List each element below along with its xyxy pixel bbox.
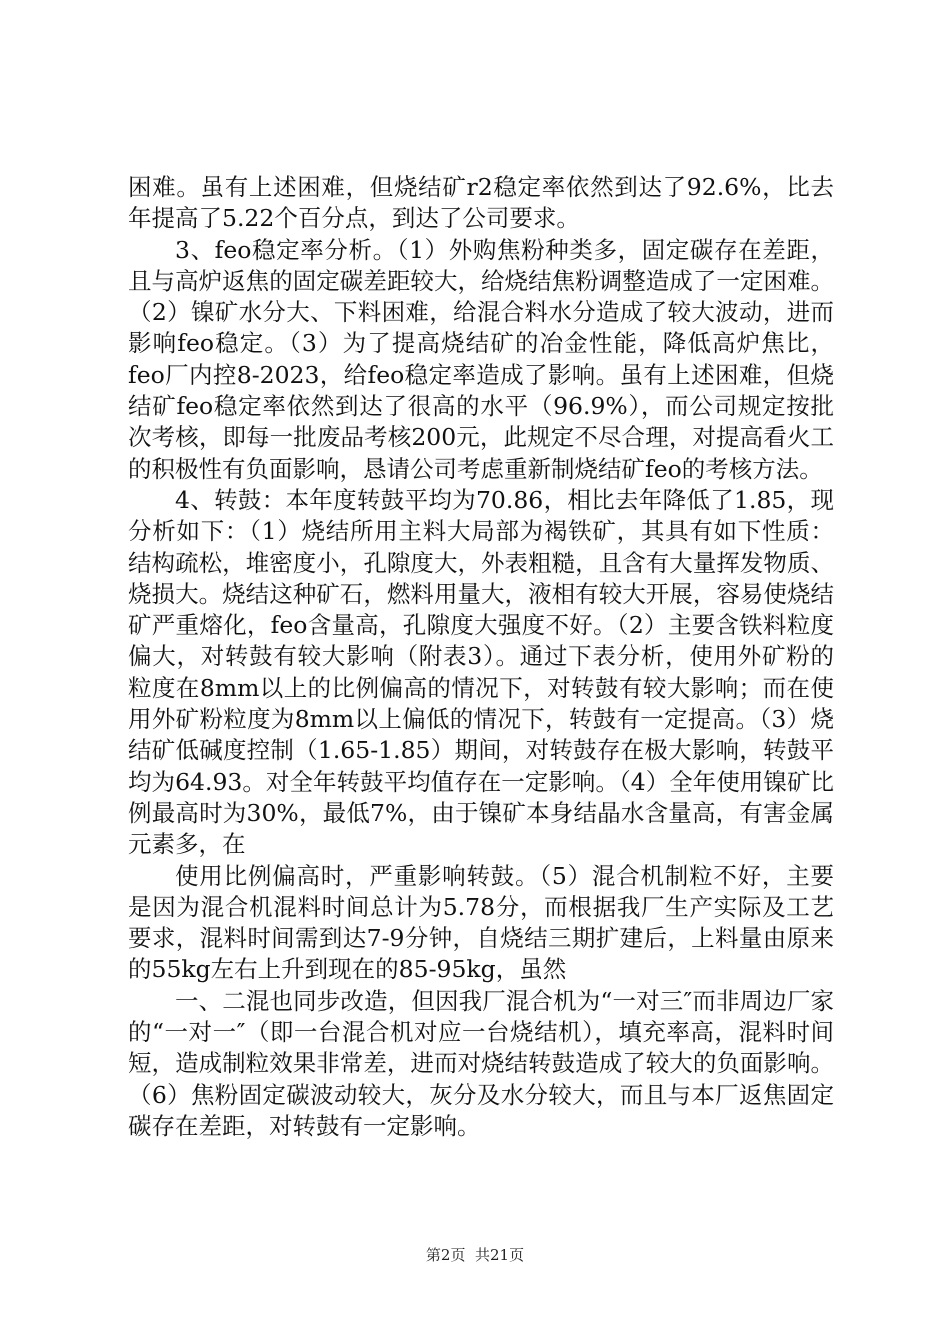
paragraph-mixer-granulation: 使用比例偏高时，严重影响转鼓。（5）混合机制粒不好，主要是因为混合机混料时间总计为5.78分，而根据我厂生产实际及工艺要求，混料时间需到达7-9分钟，自烧结三期扩建后，上料量由原来的55kg左右上升到现在的85-95kg，虽然 <box>128 861 834 984</box>
document-body <box>128 172 834 1142</box>
paragraph-mixer-configuration: 一、二混也同步改造，但因我厂混合机为“一对三″而非周边厂家的“一对一″（即一台混合机对应一台烧结机），填充率高，混料时间短，造成制粒效果非常差，进而对烧结转鼓造成了较大的负面影响。（6）焦粉固定碳波动较大，灰分及水分较大，而且与本厂返焦固定碳存在差距，对转鼓有一定影响。 <box>128 986 834 1140</box>
paragraph-r2-stability-end: 困难。虽有上述困难，但烧结矿r2稳定率依然到达了92.6%，比去年提高了5.22个百分点，到达了公司要求。 <box>128 173 834 233</box>
paragraph-feo-stability: 3、feo稳定率分析。（1）外购焦粉种类多，固定碳存在差距，且与高炉返焦的固定碳差距较大，给烧结焦粉调整造成了一定困难。（2）镍矿水分大、下料困难，给混合料水分造成了较大波动，进而影响feo稳定。（3）为了提高烧结矿的冶金性能，降低高炉焦比，feo厂内控8-2023，给feo稳定率造成了影响。虽有上述困难，但烧结矿feo稳定率依然到达了很高的水平（96.9%），而公司规定按批次考核，即每一批废品考核200元，此规定不尽合理，对提高看火工的积极性有负面影响，恳请公司考虑重新制烧结矿feo的考核方法。 <box>128 235 835 483</box>
paragraph-drum-index: 4、转鼓：本年度转鼓平均为70.86，相比去年降低了1.85，现分析如下：（1）烧结所用主料大局部为褐铁矿，其具有如下性质：结构疏松，堆密度小，孔隙度大，外表粗糙，且含有大量挥发物质、烧损大。烧结这种矿石，燃料用量大，液相有较大开展，容易使烧结矿严重熔化，feo含量高，孔隙度大强度不好。（2）主要含铁料粒度偏大，对转鼓有较大影响（附表3）。通过下表分析，使用外矿粉的粒度在8mm以上的比例偏高的情况下，对转鼓有较大影响；而在使用外矿粉粒度为8mm以上偏低的情况下，转鼓有一定提高。（3）烧结矿低碱度控制（1.65-1.85）期间，对转鼓存在极大影响，转鼓平均为64.93。对全年转鼓平均值存在一定影响。（4）全年使用镍矿比例最高时为30%，最低7%，由于镍矿本身结晶水含量高，有害金属元素多，在 <box>128 485 834 859</box>
page-footer: 第2页 共21页 <box>425 1246 525 1264</box>
